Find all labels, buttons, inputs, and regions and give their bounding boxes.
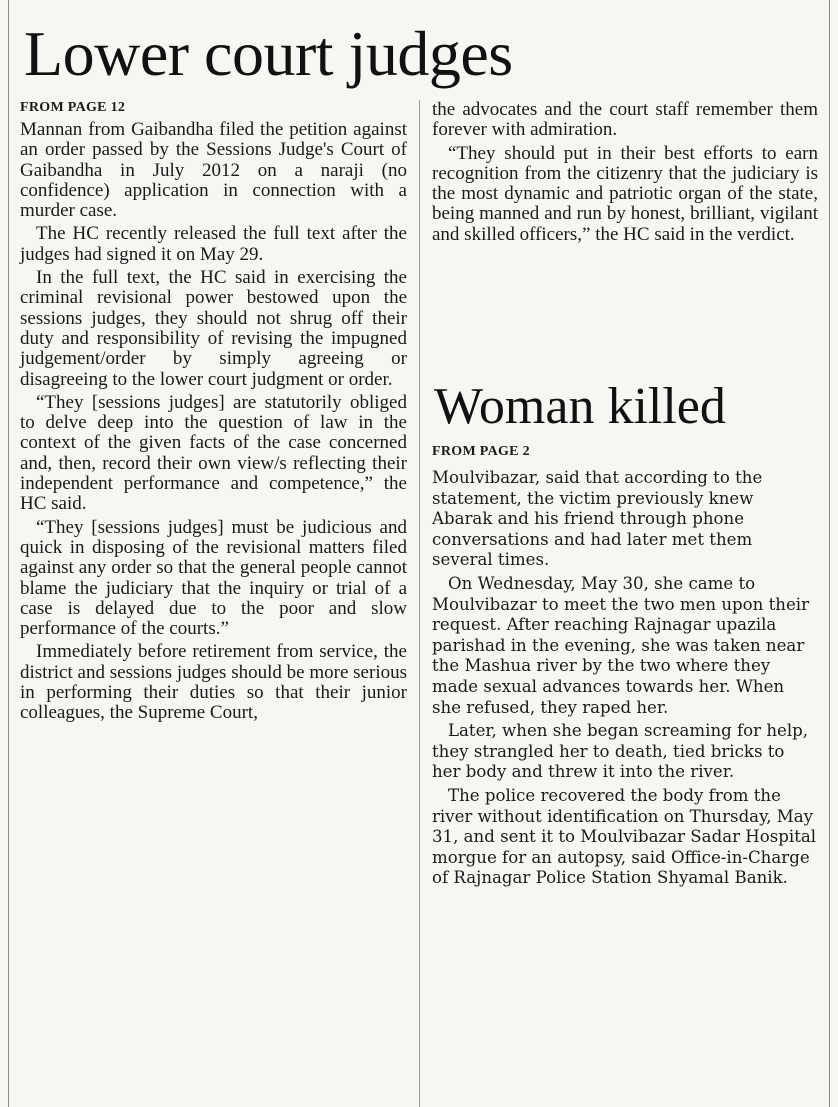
article2-paragraph: On Wednesday, May 30, she came to Moulvibazar to meet the two men upon their request. After reaching Rajnagar upazila parishad in the evening, she was taken near the Mashua river by the two where they made sexual advances towards her. When she refused, they raped her. [432,573,810,717]
article1-paragraph: “They [sessions judges] must be judicious and quick in disposing of the revisional matters filed against any order so that the general people cannot blame the judiciary that the inquiry or trial of a case is delayed due to the poor and slow performance of the courts.” [20,516,407,640]
middle-column-rule [419,100,420,1107]
article1-headline: Lower court judges [24,18,513,89]
article1-column-2 [432,100,818,248]
article2-paragraph: The police recovered the body from the river without identification on Thursday, May 31, and sent it to Moulvibazar Sadar Hospital morgue for an autopsy, said Office-in-Charge of Rajnagar Police Station Shyamal Banik. [432,785,817,888]
article2-column [432,443,818,892]
article1-paragraph: The HC recently released the full text after the judges had signed it on May 29. [20,223,407,265]
right-column-rule [829,0,830,1107]
article1-paragraph: “They should put in their best efforts to earn recognition from the citizenry that the judiciary is the most dynamic and patriotic organ of the state, being manned and run by honest, brilliant, vigilant and skilled officers,” the HC said in the verdict. [432,142,818,245]
article1-column-1 [20,100,407,727]
article2-headline: Woman killed [434,378,726,435]
article1-paragraph: “They [sessions judges] are statutorily obliged to delve deep into the question of law in the context of the given facts of the case concerned and, then, record their own view/s reflecting their independent performance and competence,” the HC said. [20,391,407,515]
article1-paragraph: Mannan from Gaibandha filed the petition against an order passed by the Sessions Judge's Court of Gaibandha in July 2012 on a naraji (no confidence) application in connection with a murder case. [20,119,407,222]
article2-paragraph: Moulvibazar, said that according to the statement, the victim previously knew Abarak and his friend through phone conversations and had later met them several times. [432,468,763,570]
article1-paragraph: In the full text, the HC said in exercising the criminal revisional power bestowed upon the sessions judges, they should not shrug off their duty and responsibility of revising the impugned judgement/order by simply agreeing or disagreeing to the lower court judgment or order. [20,267,407,390]
left-column-rule [8,0,9,1107]
article1-jump-label: FROM PAGE 12 [20,100,126,115]
article2-paragraph: Later, when she began screaming for help, they strangled her to death, tied bricks to her body and threw it into the river. [432,721,809,782]
article1-paragraph: Immediately before retirement from service, the district and sessions judges should be more serious in performing their duties so that their junior colleagues, the Supreme Court, [20,641,407,724]
article1-paragraph: the advocates and the court staff remember them forever with admiration. [432,99,818,141]
article2-jump-label: FROM PAGE 2 [432,444,530,459]
